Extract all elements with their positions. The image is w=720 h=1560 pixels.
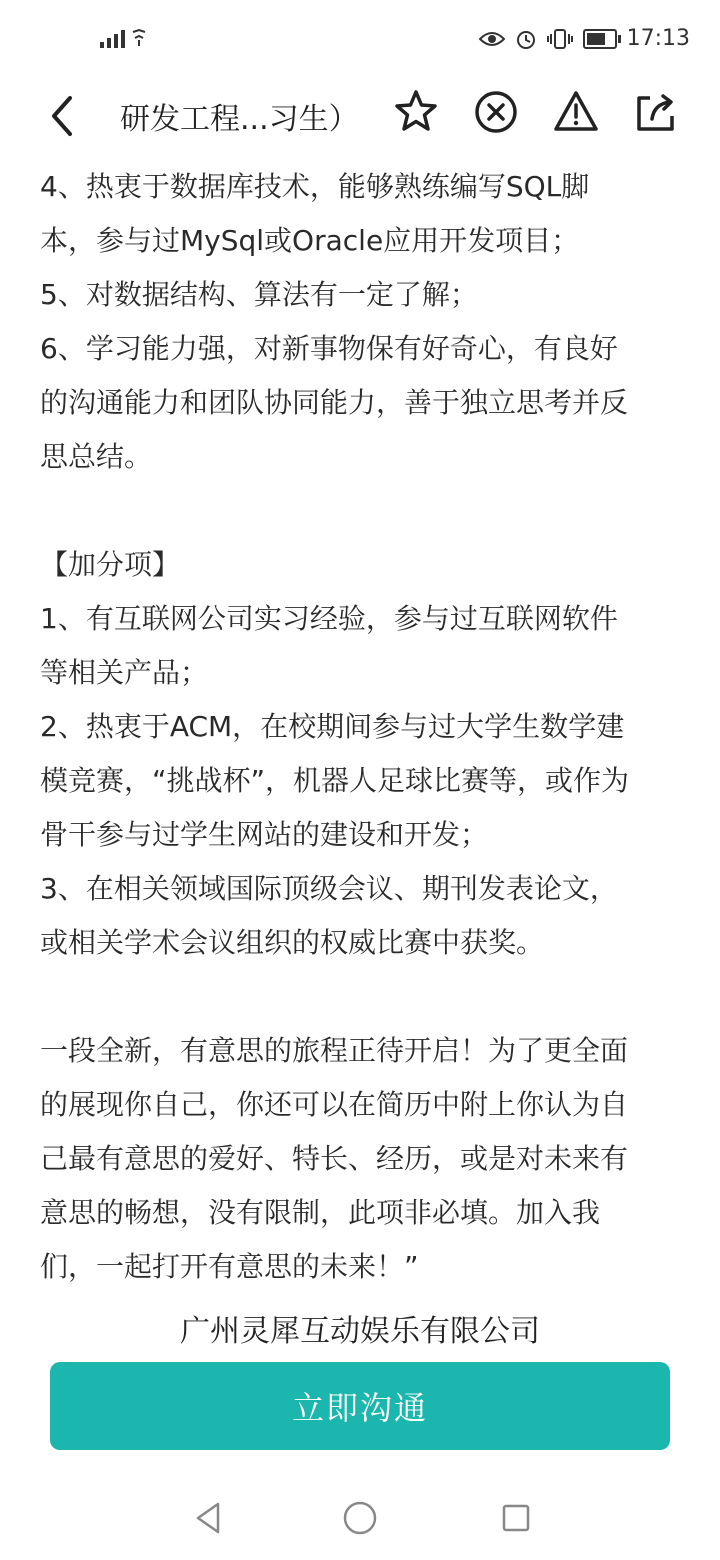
text-line: 的沟通能力和团队协同能力，善于独立思考并反 xyxy=(40,386,629,419)
text-line: 等相关产品； xyxy=(40,656,209,689)
text-line: 模竞赛，“挑战杯”，机器人足球比赛等，或作为 xyxy=(40,764,630,797)
section-title: 【加分项】 xyxy=(40,548,181,581)
chat-now-button[interactable]: 立即沟通 xyxy=(50,1362,670,1450)
nav-home-button[interactable] xyxy=(340,1498,380,1542)
text-line: 意思的畅想，没有限制，此项非必填。加入我 xyxy=(40,1196,601,1229)
text-line: 3、在相关领域国际顶级会议、期刊发表论文， xyxy=(40,872,618,905)
requirements-section xyxy=(40,160,680,484)
status-left xyxy=(100,28,147,48)
system-nav-bar xyxy=(0,1480,720,1560)
text-line: 们，一起打开有意思的未来！” xyxy=(40,1250,419,1283)
status-time: 17:13 xyxy=(626,26,690,51)
eye-icon xyxy=(479,30,505,48)
star-icon xyxy=(390,86,442,138)
page-title: 研发工程...习生） xyxy=(120,102,359,137)
signal-icon xyxy=(100,30,125,48)
circle-home-icon xyxy=(340,1498,380,1538)
text-line: 4、热衷于数据库技术，能够熟练编写SQL脚 xyxy=(40,170,590,203)
text-line: 骨干参与过学生网站的建设和开发； xyxy=(40,818,489,851)
text-line: 或相关学术会议组织的权威比赛中获奖。 xyxy=(40,926,545,959)
alarm-icon xyxy=(515,28,537,50)
report-button[interactable] xyxy=(550,86,602,138)
text-line: 2、热衷于ACM，在校期间参与过大学生数学建 xyxy=(40,710,625,743)
job-description xyxy=(40,160,680,1294)
warning-icon xyxy=(550,86,602,138)
triangle-back-icon xyxy=(188,1498,228,1538)
hotspot-icon xyxy=(131,28,147,48)
text-line: 一段全新，有意思的旅程正待开启！为了更全面 xyxy=(40,1034,629,1067)
square-recents-icon xyxy=(496,1498,536,1538)
battery-icon xyxy=(583,29,617,49)
nav-back-button[interactable] xyxy=(188,1498,228,1542)
text-line: 的展现你自己，你还可以在简历中附上你认为自 xyxy=(40,1088,629,1121)
status-bar xyxy=(0,0,720,80)
text-line: 1、有互联网公司实习经验，参与过互联网软件 xyxy=(40,602,618,635)
favorite-button[interactable] xyxy=(390,86,442,138)
back-button[interactable] xyxy=(40,88,90,144)
share-button[interactable] xyxy=(630,86,682,138)
text-line: 本，参与过MySql或Oracle应用开发项目； xyxy=(40,224,580,257)
back-icon xyxy=(40,88,90,144)
status-right xyxy=(479,26,690,51)
share-icon xyxy=(630,86,682,138)
app-header xyxy=(0,80,720,150)
bonus-section xyxy=(40,538,680,970)
vibrate-icon xyxy=(547,28,573,50)
text-line: 6、学习能力强，对新事物保有好奇心，有良好 xyxy=(40,332,618,365)
nav-recents-button[interactable] xyxy=(496,1498,536,1542)
close-circle-icon xyxy=(470,86,522,138)
company-name: 广州灵犀互动娱乐有限公司 xyxy=(180,1314,540,1349)
text-line: 5、对数据结构、算法有一定了解； xyxy=(40,278,478,311)
not-interested-button[interactable] xyxy=(470,86,522,138)
text-line: 思总结。 xyxy=(40,440,153,473)
closing-section xyxy=(40,1024,680,1294)
text-line: 己最有意思的爱好、特长、经历，或是对未来有 xyxy=(40,1142,629,1175)
